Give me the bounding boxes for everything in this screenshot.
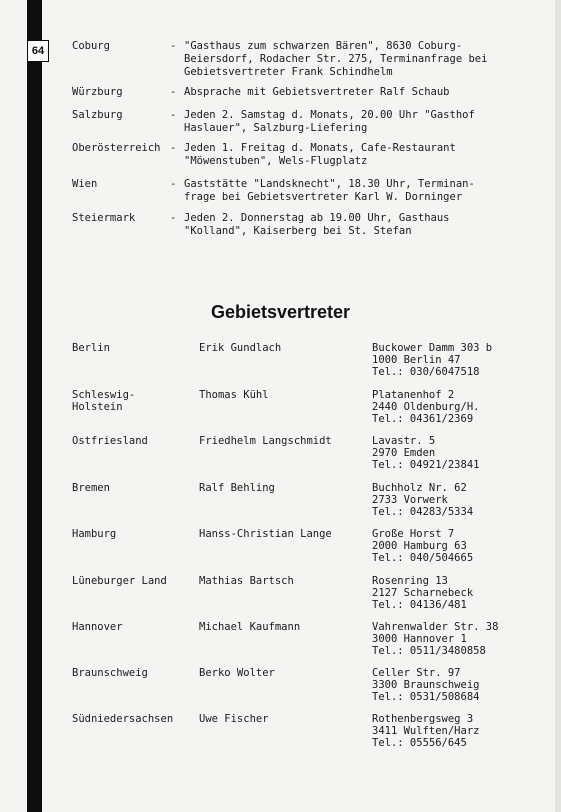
page-right-edge: [555, 0, 561, 812]
meeting-info-line: "Möwenstuben", Wels-Flugplatz: [184, 155, 368, 167]
meeting-info-line: Gebietsvertreter Frank Schindhelm: [184, 66, 393, 78]
meeting-info-line: Jeden 2. Donnerstag ab 19.00 Uhr, Gasthaus: [184, 212, 450, 224]
section-heading: Gebietsvertreter: [210, 302, 351, 322]
meeting-dash: -: [170, 86, 177, 98]
rep-region: Hamburg: [72, 528, 117, 540]
meeting-info-line: "Kolland", Kaiserberg bei St. Stefan: [184, 225, 412, 237]
meeting-info-line: Jeden 1. Freitag d. Monats, Cafe-Restaurant: [184, 142, 456, 154]
meeting-dash: -: [170, 212, 177, 224]
meeting-info-line: Gaststätte "Landsknecht", 18.30 Uhr, Terminan-: [184, 178, 475, 190]
meeting-info-line: Jeden 2. Samstag d. Monats, 20.00 Uhr "Gasthof: [184, 109, 475, 121]
meeting-info: [184, 86, 450, 99]
rep-region: Ostfriesland: [72, 435, 148, 447]
rep-name: Friedhelm Langschmidt: [199, 435, 332, 447]
rep-name: Berko Wolter: [199, 667, 275, 679]
page-edge-bar: [27, 0, 42, 812]
rep-region: Lüneburger Land: [72, 575, 167, 587]
rep-address: Platanenhof 2 2440 Oldenburg/H. Tel.: 04361/2369: [372, 389, 480, 425]
meeting-dash: -: [170, 142, 177, 154]
rep-region: Südniedersachsen: [72, 713, 174, 725]
rep-name: Hanss-Christian Lange: [199, 528, 332, 540]
rep-address: Buchholz Nr. 62 2733 Vorwerk Tel.: 04283/5334: [372, 482, 474, 518]
rep-region: Hannover: [72, 621, 123, 633]
rep-name: Mathias Bartsch: [199, 575, 294, 587]
meeting-info-line: Haslauer", Salzburg-Liefering: [184, 122, 368, 134]
rep-address: Lavastr. 5 2970 Emden Tel.: 04921/23841: [372, 435, 480, 471]
rep-address: Rothenbergsweg 3 3411 Wulften/Harz Tel.: 05556/645: [372, 713, 480, 749]
meeting-place: Salzburg: [72, 109, 123, 121]
meeting-info-line: "Gasthaus zum schwarzen Bären", 8630 Coburg-: [184, 40, 463, 52]
rep-name: Erik Gundlach: [199, 342, 282, 354]
rep-address: Celler Str. 97 3300 Braunschweig Tel.: 0531/508684: [372, 667, 480, 703]
meeting-info: [184, 109, 475, 135]
meeting-info-line: Beiersdorf, Rodacher Str. 275, Terminanfrage bei: [184, 53, 488, 65]
rep-region: Berlin: [72, 342, 110, 354]
rep-name: Ralf Behling: [199, 482, 275, 494]
rep-name: Michael Kaufmann: [199, 621, 301, 633]
meeting-info: [184, 40, 487, 79]
rep-name: Thomas Kühl: [199, 389, 269, 401]
meeting-dash: -: [170, 109, 177, 121]
meeting-info: [184, 212, 450, 238]
meeting-info: [184, 178, 475, 204]
meeting-place: Wien: [72, 178, 98, 190]
rep-region: Braunschweig: [72, 667, 148, 679]
meeting-info-line: frage bei Gebietsvertreter Karl W. Dorninger: [184, 191, 463, 203]
rep-region: Bremen: [72, 482, 110, 494]
rep-address: Vahrenwalder Str. 38 3000 Hannover 1 Tel.: 0511/3480858: [372, 621, 499, 657]
meeting-place: Coburg: [72, 40, 110, 52]
rep-address: Große Horst 7 2000 Hamburg 63 Tel.: 040/504665: [372, 528, 474, 564]
rep-name: Uwe Fischer: [199, 713, 269, 725]
rep-region: Schleswig- Holstein: [72, 389, 136, 413]
meeting-info-line: Absprache mit Gebietsvertreter Ralf Schaub: [184, 86, 450, 98]
meeting-place: Oberösterreich: [72, 142, 161, 154]
page-number: 64: [27, 40, 49, 62]
page-gutter: [0, 0, 27, 812]
meeting-dash: -: [170, 178, 177, 190]
rep-address: Buckower Damm 303 b 1000 Berlin 47 Tel.: 030/6047518: [372, 342, 493, 378]
meeting-info: [184, 142, 456, 168]
meeting-place: Steiermark: [72, 212, 136, 224]
meeting-dash: -: [170, 40, 177, 52]
meeting-place: Würzburg: [72, 86, 123, 98]
rep-address: Rosenring 13 2127 Scharnebeck Tel.: 04136/481: [372, 575, 474, 611]
